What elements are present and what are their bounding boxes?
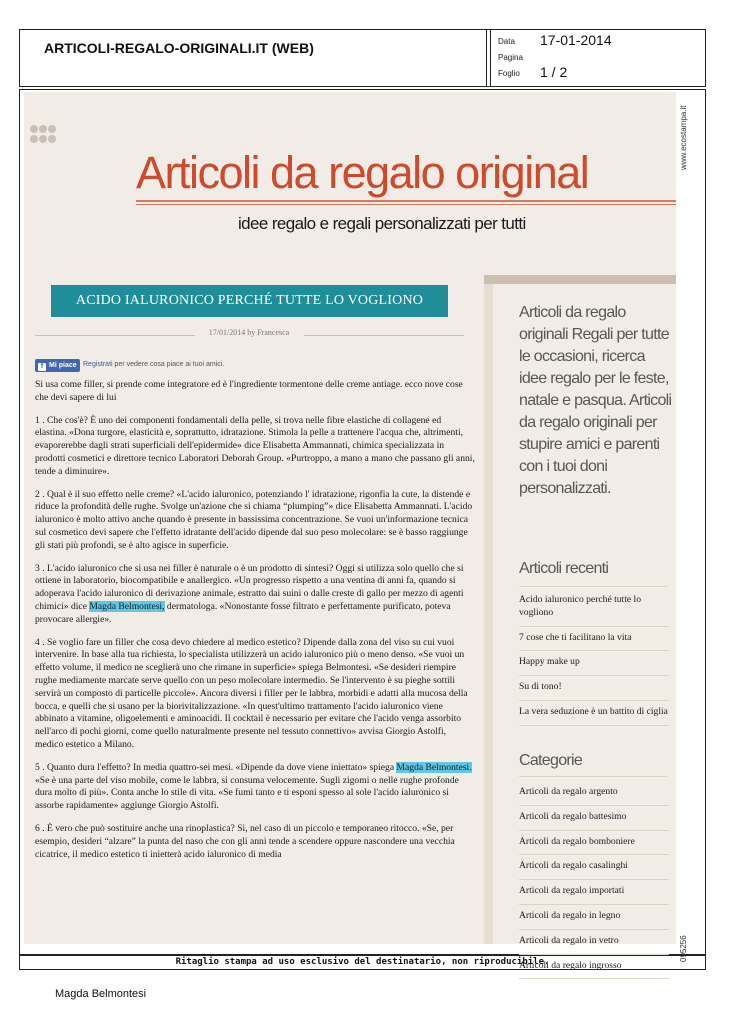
article-paragraph-4: 4 . Se voglio fare un filler che cosa devo chiedere al medico estetico? Dipende dalla zona del viso su cui vuoi intervenire. In base alla tua richiesta, lo specialista utilizzerà un acido ialuronico più o meno denso. «Se vuoi un effetto volume, il medico ne sceglierà uno che rimane in superficie» spiega Belmontesi. «Se desideri riempire rughe mediamente marcate serve quello con un peso molecolare intermedio. Se l'intervento è su pieghe sottili servirà un composto di particelle piccole». Ancora diversi i filler per le labbra, morbidi e adatti alla mucosa della bocca, e quelli che si usano per la biorivitalizzazione. «In quest'ultimo trattamento l'acido ialuronico viene abbinato a vitamine, oligoelementi e aminoacidi. Il cocktail è necessario per evitare che l'acido venga assorbito nell'arco di pochi giorni, come quello naturalmente presente nel tessuto connettivo» avvisa Giorgio Astolfi, medico estetico a Milano. xyxy=(35,636,468,750)
clipping-header xyxy=(19,29,706,87)
site-logo-icon xyxy=(30,125,56,145)
category-link[interactable]: Articoli da regalo ingrosso xyxy=(519,958,669,980)
categories-list xyxy=(519,784,669,982)
recent-post-link[interactable]: La vera seduzione è un battito di ciglia xyxy=(519,704,669,726)
site-tagline: idee regalo e regali personalizzati per tutti xyxy=(238,214,526,233)
facebook-register-link[interactable]: Registrati xyxy=(83,361,113,368)
clipping-caption: Magda Belmontesi xyxy=(55,988,147,1000)
category-link[interactable]: Articoli da regalo bomboniere xyxy=(519,834,669,856)
category-link[interactable]: Articoli da regalo argento xyxy=(519,784,669,806)
site-title[interactable]: Articoli da regalo original xyxy=(136,147,589,198)
recent-post-link[interactable]: Happy make up xyxy=(519,654,669,676)
date-value: 17-01-2014 xyxy=(540,32,612,48)
recent-post-link[interactable]: Su di tono! xyxy=(519,679,669,701)
clipping-footer-notice: Ritaglio stampa ad uso esclusivo del destinatario, non riproducibile. xyxy=(19,955,706,970)
article-paragraph-1: 1 . Che cos'è? È uno dei componenti fondamentali della pelle, si trova nelle fibre elastiche di collagene ed elastina. «Dona turgore, elasticità e, soprattutto, idratazione. Stimola la pelle a trattenere l'acqua che, altrimenti, evaporerebbe dagli strati superficiali dell'epidermide» dice Elisabetta Ammannati, chimica specializzata in prodotti cosmetici e direttore tecnico Laboratori Deborah Group. «Purtroppo, a mano a mano che passano gli anni, tende a diminuire». xyxy=(35,414,475,477)
recent-post-link[interactable]: Acido ialuronico perché tutte lo vogliono xyxy=(519,592,669,627)
article-paragraph-2: 2 . Qual è il suo effetto nelle creme? «L'acido ialuronico, potenziando l' idratazione, rigonfia la cute, la distende e riduce la profondità delle rughe. Svolge un'azione che si chiama “plumping”» dice Elisabetta Ammannati. L'acido ialuronico è molto attivo anche quando è presente in bassissima concentrazione. Se vuoi un'informazione tecnica sul cosmetico devi sapere che l'effetto idratante dell'acido dipende dal suo peso molecolare: se è basso raggiunge gli stati più profondi, se è alto agisce in superficie. xyxy=(35,488,473,551)
source-box xyxy=(20,30,487,86)
article-body xyxy=(35,379,475,871)
post-title[interactable]: ACIDO IALURONICO PERCHÉ TUTTE LO VOGLIONO xyxy=(51,285,448,317)
post-byline: 17/01/2014 by Francesca xyxy=(208,328,290,337)
ecostampa-side-text: www.ecostampa.it xyxy=(679,105,688,170)
facebook-like-button[interactable]: f Mi piace xyxy=(35,359,80,372)
facebook-like-text: Registrati per vedere cosa piace ai tuoi amici. xyxy=(83,361,225,368)
byline-rule-right xyxy=(304,335,464,336)
recent-posts-heading: Articoli recenti xyxy=(519,560,609,577)
sheet-label: Foglio xyxy=(498,69,520,78)
source-name: ARTICOLI-REGALO-ORIGINALI.IT (WEB) xyxy=(44,40,314,56)
title-underline xyxy=(136,200,676,202)
byline-rule-left xyxy=(35,335,195,336)
highlighted-name: Magda Belmontesi, xyxy=(89,600,165,612)
clipping-code: 095256 xyxy=(679,935,688,962)
category-link[interactable]: Articoli da regalo importati xyxy=(519,883,669,905)
date-label: Data xyxy=(498,37,515,46)
page-label: Pagina xyxy=(498,53,523,62)
category-link[interactable]: Articoli da regalo in legno xyxy=(519,908,669,930)
recent-posts-list xyxy=(519,592,669,729)
highlighted-name: Magda Belmontesi. xyxy=(396,761,472,773)
category-link[interactable]: Articoli da regalo battesimo xyxy=(519,809,669,831)
categories-heading: Categorie xyxy=(519,752,583,769)
category-link[interactable]: Articoli da regalo in vetro xyxy=(519,933,669,955)
recent-post-link[interactable]: 7 cose che ti facilitano la vita xyxy=(519,630,669,652)
sidebar-intro: Articoli da regalo originali Regali per tutte le occasioni, ricerca idee regalo per le feste, natale e pasqua. Articoli da regalo originali per stupire amici e parenti con i tuoi doni personalizzati. xyxy=(519,304,672,497)
article-paragraph-6: 6 . È vero che può sostituire anche una rinoplastica? Sì, nel caso di un piccolo e temporaneo ritocco. «Se, per esempio, desideri “alzare” la punta del naso che con gli anni tende a scendere oppure nascondere una vecchia cicatrice, il medico estetico ti inietterà acido ialuronico di media xyxy=(35,822,455,860)
sidebar-top-bar xyxy=(484,275,676,284)
sheet-value: 1 / 2 xyxy=(540,64,568,80)
facebook-icon: f xyxy=(38,363,46,371)
article-paragraph-3: 3 . L'acido ialuronico che si usa nei filler è naturale o è un prodotto di sintesi? Oggi si utilizza solo quello che si ottiene in laboratorio, biocompatibile e anallergico. «Un progresso rispetto a una ventina di anni fa, quando si adoperava l'acido ialuronico di derivazione animale, estratto dai suini o dalle creste di gallo per mezzo di agenti chimici» dice Magda Belmontesi, dermatologa. «Nonostante fosse filtrato e perfettamente purificato, poteva provocare allergie». xyxy=(35,562,464,625)
title-underline-2 xyxy=(136,204,676,205)
article-paragraph-5: 5 . Quanto dura l'effetto? In media quattro-sei mesi. «Dipende da dove viene iniettato» spiega Magda Belmontesi. «Se è una parte del viso mobile, come le labbra, si consuma velocemente. Sugli zigomi o nelle rughe profonde dura molto di più». Conta anche lo stile di vita. «Se fumi tanto e ti esponi spesso al sole l'acido ialuronico si assorbe rapidamente» aggiunge Giorgio Astolfi. xyxy=(35,761,472,812)
article-intro: Si usa come filler, si prende come integratore ed è l'ingrediente tormentone delle creme antiage. ecco nove cose che devi sapere di lui xyxy=(35,379,463,403)
category-link[interactable]: Articoli da regalo casalinghi xyxy=(519,858,669,880)
